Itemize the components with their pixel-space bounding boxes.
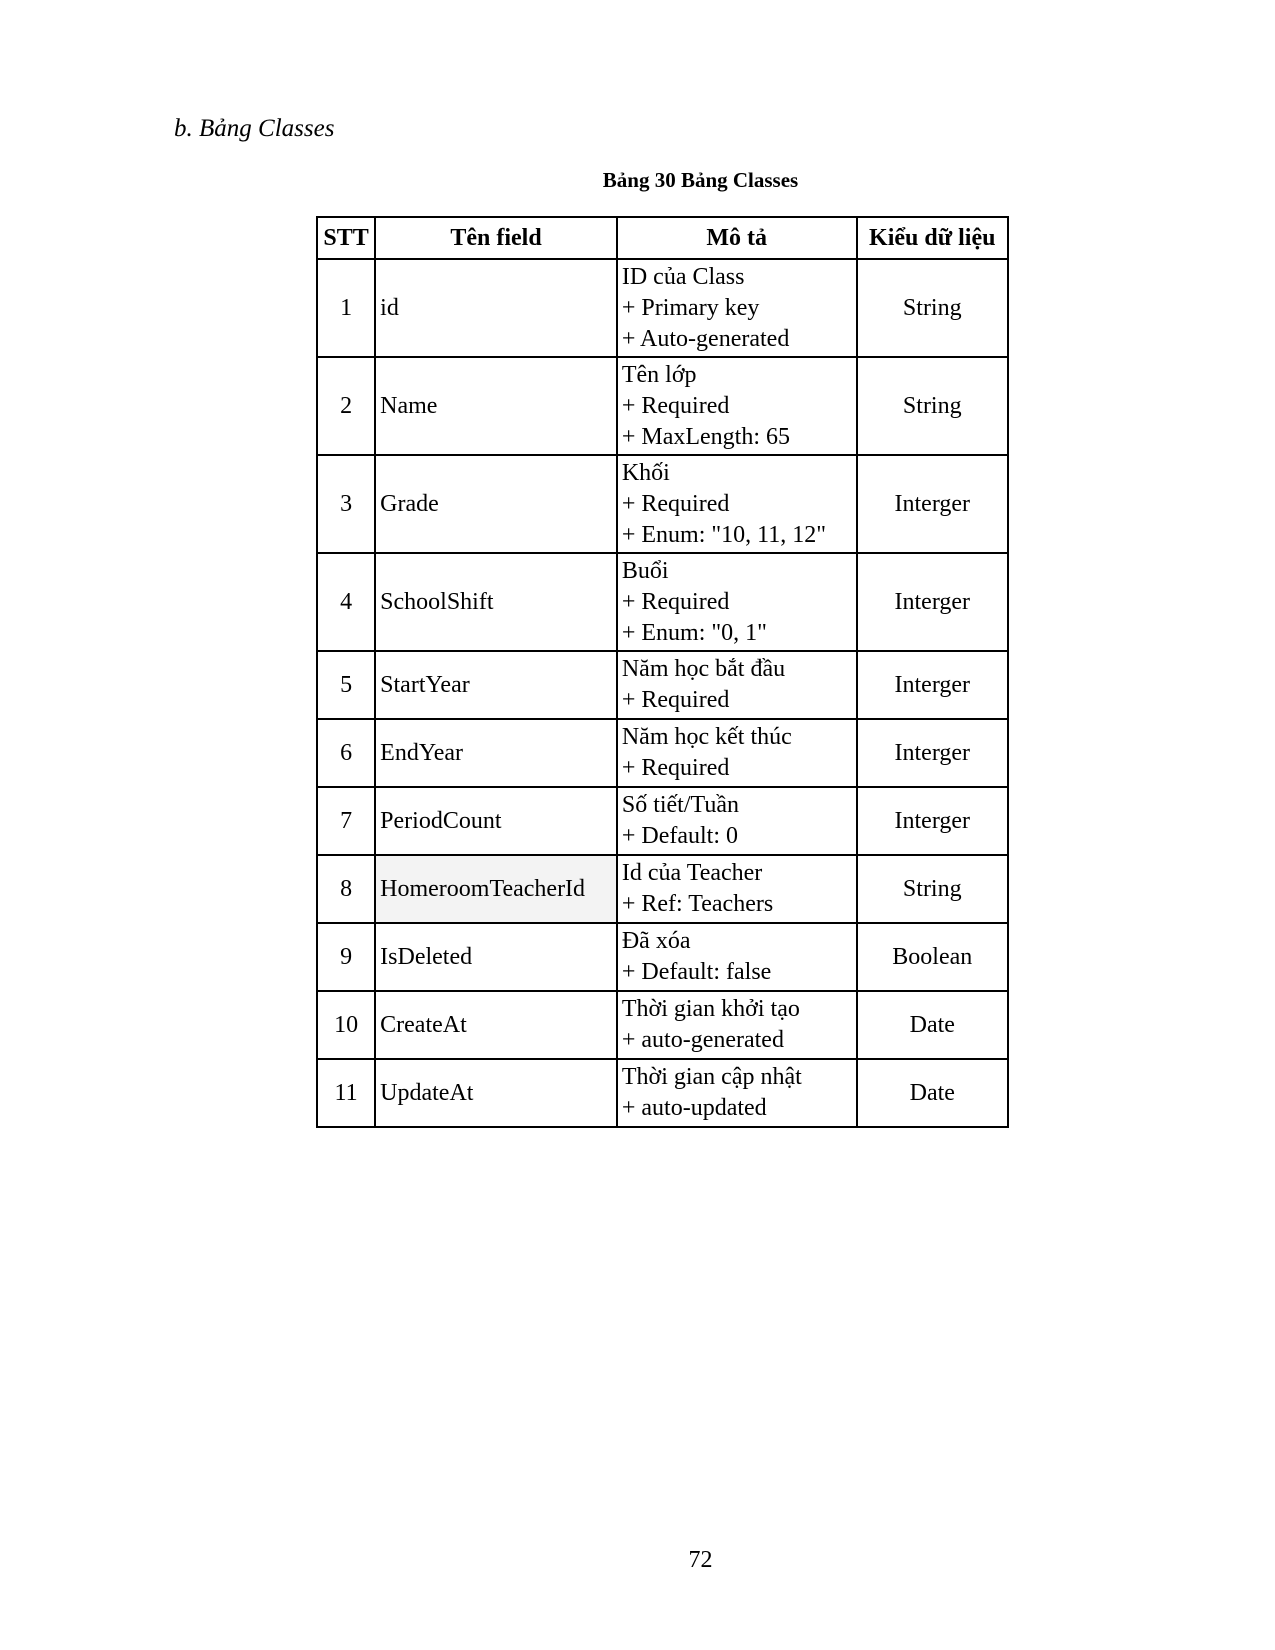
header-stt: STT [317,217,375,259]
description-line: Đã xóa [621,928,691,954]
row-field-name: SchoolShift [375,553,617,651]
table-row [317,1059,1008,1127]
table-row [317,357,1008,455]
row-data-type: String [857,357,1008,455]
section-heading: b. Bảng Classes [174,115,335,142]
table-row [317,259,1008,357]
description-line: + Enum: "0, 1" [621,619,767,646]
table-row [317,991,1008,1059]
row-data-type: Interger [857,719,1008,787]
table-row [317,719,1008,787]
row-data-type: Interger [857,787,1008,855]
description-line: + Required [621,490,730,517]
header-data-type: Kiểu dữ liệu [857,217,1008,259]
row-stt: 5 [317,651,375,719]
table-row [317,855,1008,923]
row-description [617,991,857,1059]
row-data-type: Date [857,1059,1008,1127]
description-line: Tên lớp [621,361,697,388]
description-line: + Ref: Teachers [621,891,774,917]
row-stt: 8 [317,855,375,923]
row-field-name: StartYear [375,651,617,719]
row-stt: 6 [317,719,375,787]
row-field-name: IsDeleted [375,923,617,991]
description-line: Buổi [621,557,669,584]
row-data-type: String [857,259,1008,357]
row-field-name: Name [375,357,617,455]
row-stt: 9 [317,923,375,991]
description-line: + Required [621,392,730,419]
description-line: Thời gian cập nhật [621,1064,802,1090]
header-description: Mô tả [617,217,857,259]
description-line: Năm học kết thúc [621,724,792,750]
row-stt: 4 [317,553,375,651]
row-field-name: CreateAt [375,991,617,1059]
row-data-type: Interger [857,651,1008,719]
description-line: + MaxLength: 65 [621,423,791,450]
row-description [617,259,857,357]
row-description [617,1059,857,1127]
row-description [617,719,857,787]
table-row [317,923,1008,991]
classes-fields-table [316,216,1009,1128]
description-line: ID của Class [621,263,745,290]
description-line: + Required [621,755,730,781]
row-description [617,787,857,855]
row-description [617,455,857,553]
description-line: + Default: false [621,959,772,985]
description-line: + Enum: "10, 11, 12" [621,521,827,548]
page-number: 72 [688,1547,713,1573]
row-data-type: String [857,855,1008,923]
row-field-name: HomeroomTeacherId [375,855,617,923]
row-field-name: id [375,259,617,357]
table-row [317,455,1008,553]
description-line: Số tiết/Tuần [621,792,739,818]
row-description [617,651,857,719]
table-header-row [317,217,1008,259]
table-row [317,553,1008,651]
table-row [317,787,1008,855]
row-description [617,553,857,651]
row-stt: 3 [317,455,375,553]
description-line: + auto-updated [621,1095,767,1121]
header-field-name: Tên field [375,217,617,259]
row-field-name: Grade [375,455,617,553]
row-stt: 2 [317,357,375,455]
description-line: Id của Teacher [621,860,763,886]
row-field-name: PeriodCount [375,787,617,855]
description-line: + auto-generated [621,1027,784,1053]
table-row [317,651,1008,719]
row-field-name: EndYear [375,719,617,787]
description-line: + Auto-generated [621,325,790,352]
row-data-type: Date [857,991,1008,1059]
row-stt: 11 [317,1059,375,1127]
row-data-type: Interger [857,455,1008,553]
row-field-name: UpdateAt [375,1059,617,1127]
row-stt: 1 [317,259,375,357]
description-line: Năm học bắt đầu [621,656,786,682]
description-line: + Required [621,687,730,713]
row-stt: 10 [317,991,375,1059]
description-line: + Default: 0 [621,823,739,849]
row-description [617,923,857,991]
table-caption: Bảng 30 Bảng Classes [602,168,799,192]
description-line: + Required [621,588,730,615]
description-line: Thời gian khởi tạo [621,996,800,1022]
row-stt: 7 [317,787,375,855]
description-line: + Primary key [621,294,760,321]
row-data-type: Boolean [857,923,1008,991]
row-description [617,357,857,455]
row-description [617,855,857,923]
description-line: Khối [621,459,670,486]
row-data-type: Interger [857,553,1008,651]
